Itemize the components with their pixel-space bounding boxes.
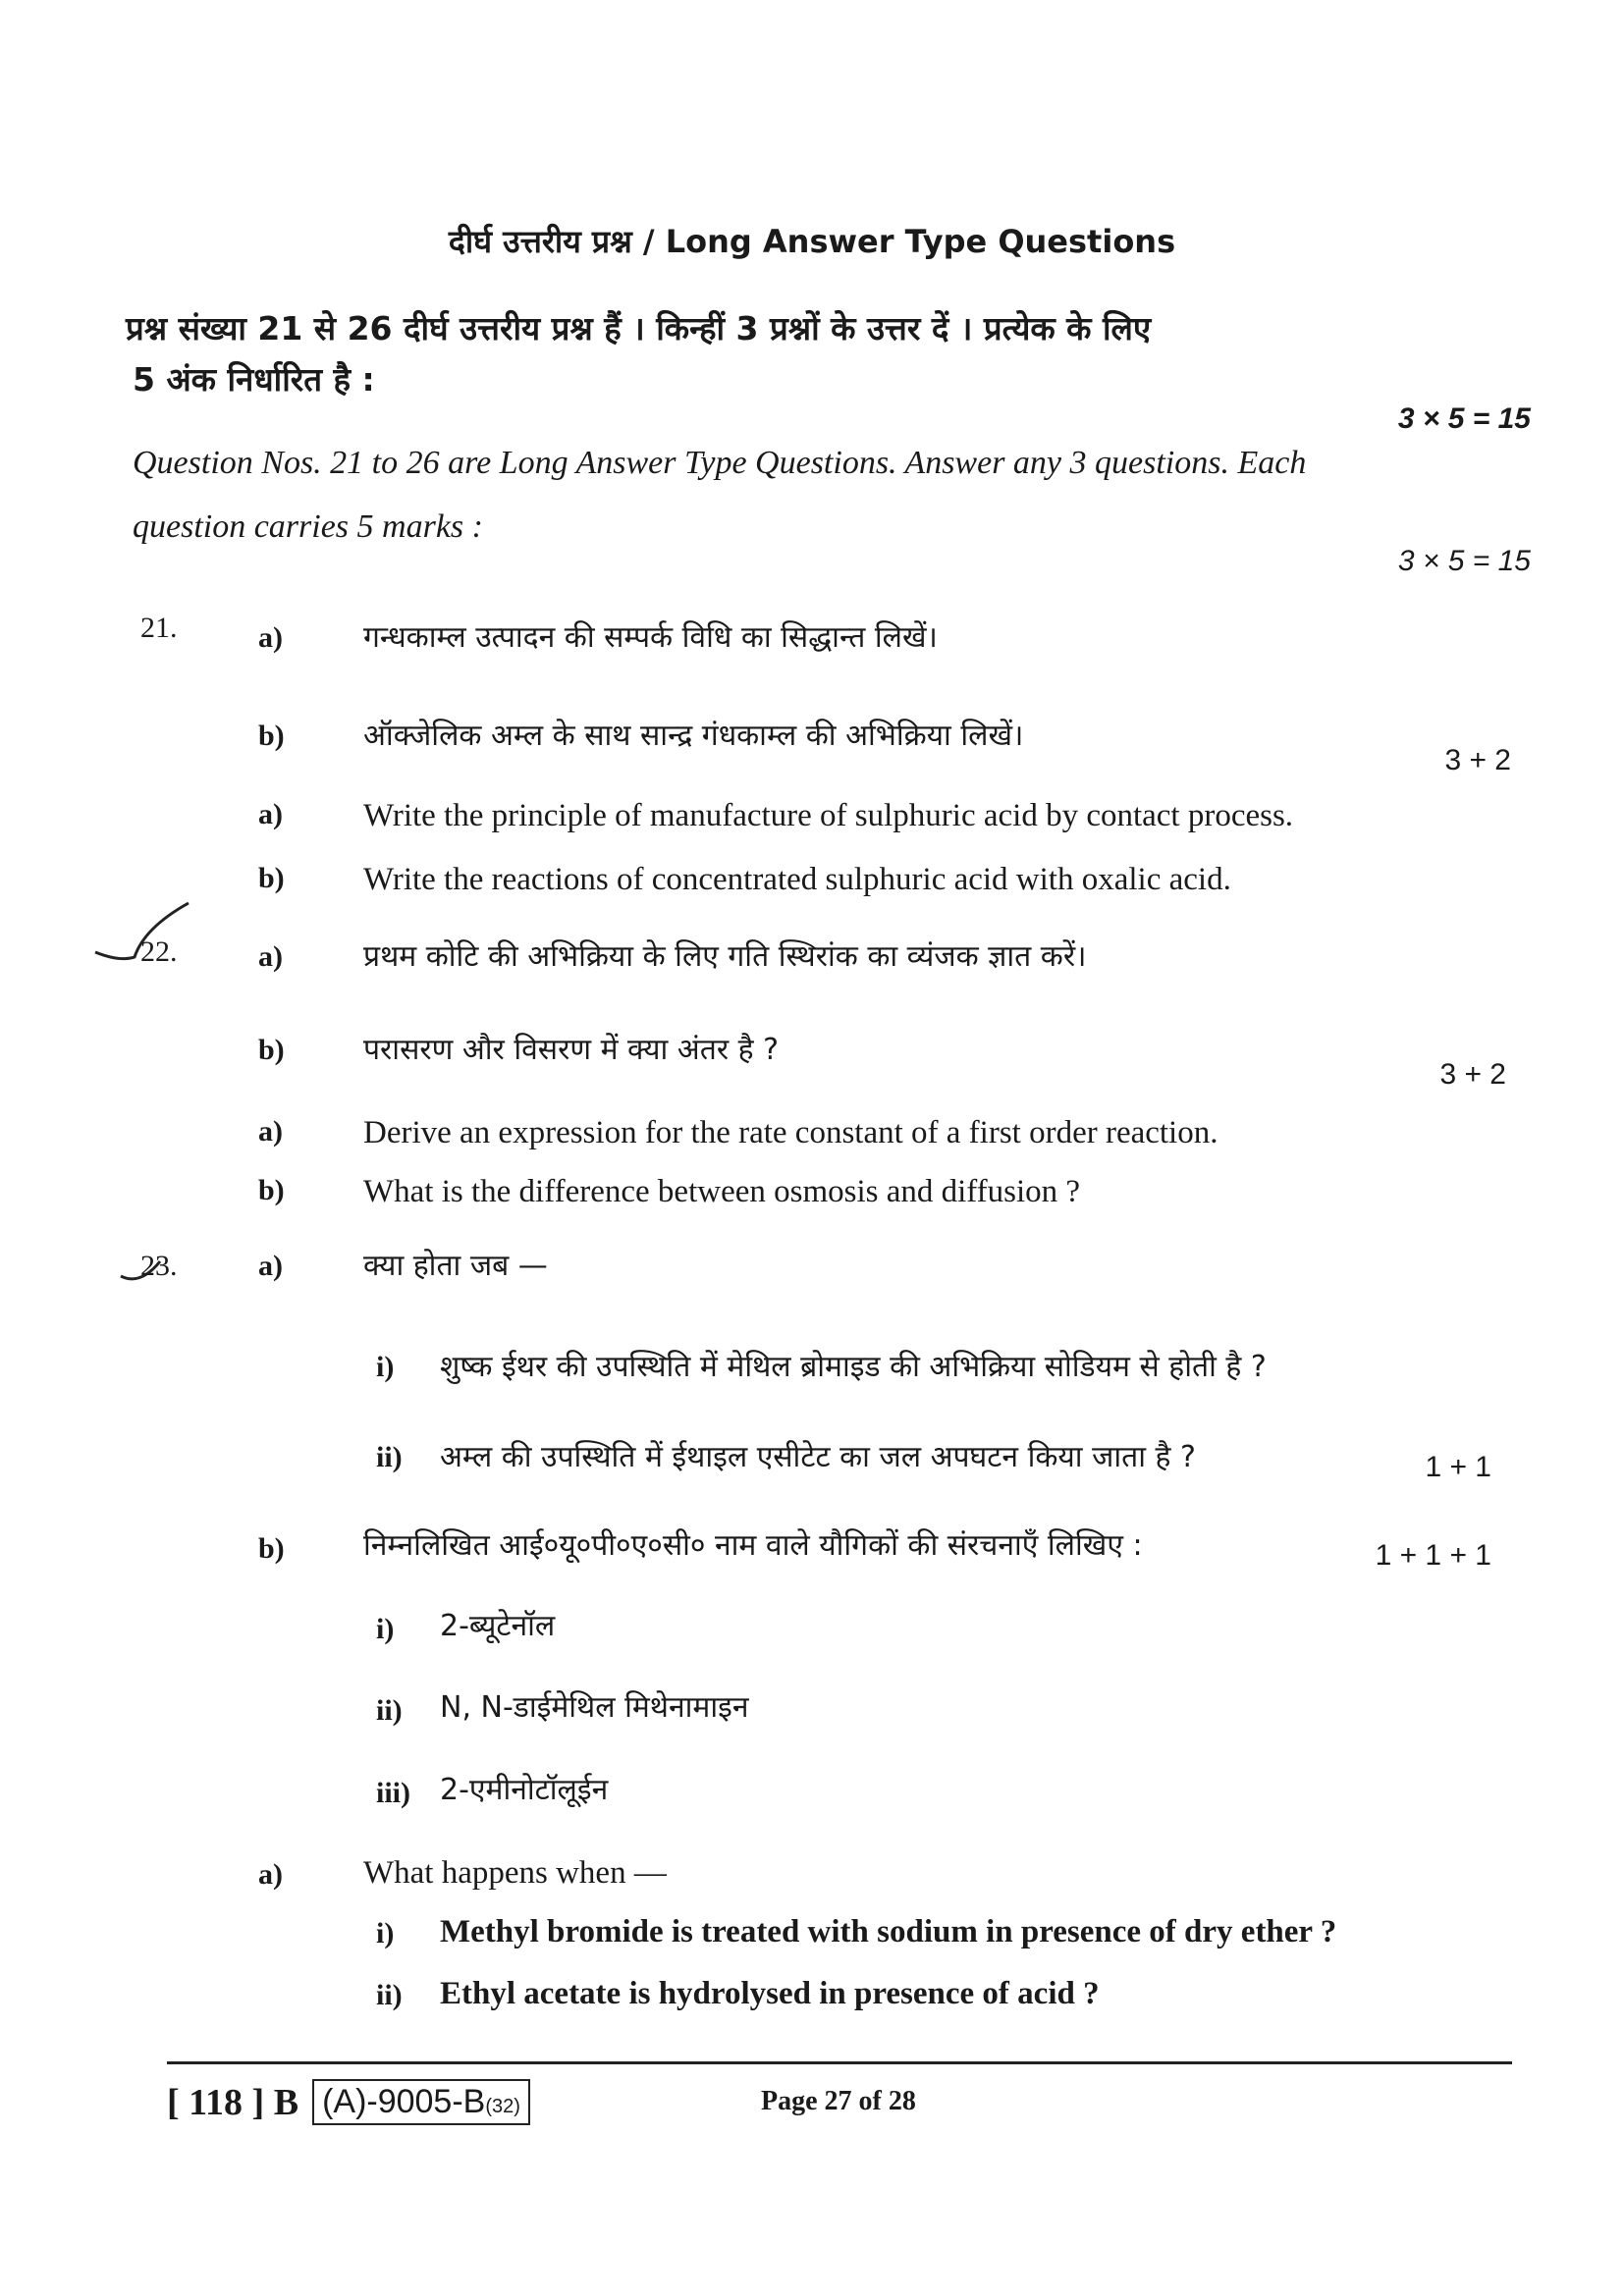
q23-a-english: What happens when — (363, 1855, 667, 1891)
instructions-english-line2: question carries 5 marks : (133, 508, 483, 545)
question-number-21: 21. (140, 612, 178, 644)
total-marks-english: 3 × 5 = 15 (1397, 545, 1531, 577)
q22-b-english: What is the difference between osmosis and diffusion ? (363, 1174, 1081, 1209)
paper-set-code: (A)-9005-B (322, 2083, 486, 2120)
q23-a-marks: 1 + 1 (1425, 1451, 1491, 1483)
paper-set-sub: (32) (485, 2096, 520, 2117)
q23-b-iii-label: iii) (376, 1777, 410, 1809)
q23-b-ii: N, N-डाईमेथिल मिथेनामाइन (440, 1690, 749, 1725)
instructions-english-line1: Question Nos. 21 to 26 are Long Answer Type Questions. Answer any 3 questions. Each (133, 445, 1307, 481)
q23-a-i-hindi: शुष्क ईथर की उपस्थिति में मेथिल ब्रोमाइड की अभिक्रिया सोडियम से होती है ? (440, 1350, 1267, 1384)
q23-b-marks: 1 + 1 + 1 (1375, 1539, 1491, 1572)
question-number-23: 23. (140, 1250, 178, 1282)
q23-b-i-label: i) (376, 1613, 395, 1645)
q23-a-ii-english: Ethyl acetate is hydrolysed in presence of acid ? (440, 1976, 1100, 2011)
q22-a-english: Derive an expression for the rate constant of a first order reaction. (363, 1115, 1218, 1150)
q21-b-hindi: ऑक्जेलिक अम्ल के साथ सान्द्र गंधकाम्ल की अभिक्रिया लिखें। (363, 719, 1024, 753)
q23-a-ii-hindi: अम्ल की उपस्थिति में ईथाइल एसीटेट का जल अपघटन किया जाता है ? (440, 1440, 1196, 1474)
q23-a-ii-label: ii) (376, 1441, 403, 1473)
q23-a-label: a) (258, 1250, 283, 1282)
footer-code (167, 2079, 530, 2125)
q22-b-label-en: b) (258, 1174, 285, 1206)
q23-b-label: b) (258, 1532, 285, 1565)
q23-a-hindi: क्या होता जब — (363, 1249, 548, 1283)
instructions-hindi-line1: प्रश्न संख्या 21 से 26 दीर्घ उत्तरीय प्रश्न हैं । किन्हीं 3 प्रश्नों के उत्तर दें । प्रत्येक के लिए (126, 309, 1152, 347)
q22-a-hindi: प्रथम कोटि की अभिक्रिया के लिए गति स्थिरांक का व्यंजक ज्ञात करें। (363, 939, 1087, 974)
q23-a-i-label-en: i) (376, 1917, 395, 1949)
q21-a-english: Write the principle of manufacture of sulphuric acid by contact process. (363, 798, 1294, 833)
q23-b-ii-label: ii) (376, 1694, 403, 1727)
q22-b-label: b) (258, 1034, 285, 1066)
q21-a-label-en: a) (258, 798, 283, 830)
total-marks-hindi: 3 × 5 = 15 (1397, 402, 1531, 435)
q22-b-hindi: परासरण और विसरण में क्या अंतर है ? (363, 1033, 780, 1067)
q23-b-iii: 2-एमीनोटॉलूईन (440, 1773, 609, 1807)
footer-divider (167, 2061, 1512, 2064)
q23-a-label-en: a) (258, 1858, 283, 1891)
q23-a-i-english: Methyl bromide is treated with sodium in presence of dry ether ? (440, 1914, 1337, 1949)
question-number-22: 22. (140, 935, 178, 968)
instructions-hindi-line2: 5 अंक निर्धारित है : (133, 360, 375, 399)
q22-marks: 3 + 2 (1439, 1058, 1506, 1091)
q22-a-label-en: a) (258, 1115, 283, 1148)
q21-b-english: Write the reactions of concentrated sulphuric acid with oxalic acid. (363, 862, 1231, 897)
paper-code: [ 118 ] B (167, 2081, 299, 2123)
q21-a-hindi: गन्धकाम्ल उत्पादन की सम्पर्क विधि का सिद्धान्त लिखें। (363, 620, 938, 655)
q21-a-label: a) (258, 621, 283, 654)
q23-b-hindi: निम्नलिखित आई०यू०पी०ए०सी० नाम वाले यौगिकों की संरचनाएँ लिखिए : (363, 1528, 1143, 1563)
q21-b-label: b) (258, 720, 285, 752)
page-number: Page 27 of 28 (761, 2086, 916, 2116)
q23-a-ii-label-en: ii) (376, 1979, 403, 2011)
q21-marks: 3 + 2 (1444, 744, 1511, 776)
q22-a-label: a) (258, 940, 283, 973)
section-title: दीर्घ उत्तरीय प्रश्न / Long Answer Type Questions (448, 223, 1176, 260)
paper-set-box (312, 2079, 530, 2125)
q23-b-i: 2-ब्यूटेनॉल (440, 1609, 556, 1643)
q23-a-i-label: i) (376, 1351, 395, 1383)
q21-b-label-en: b) (258, 862, 285, 894)
